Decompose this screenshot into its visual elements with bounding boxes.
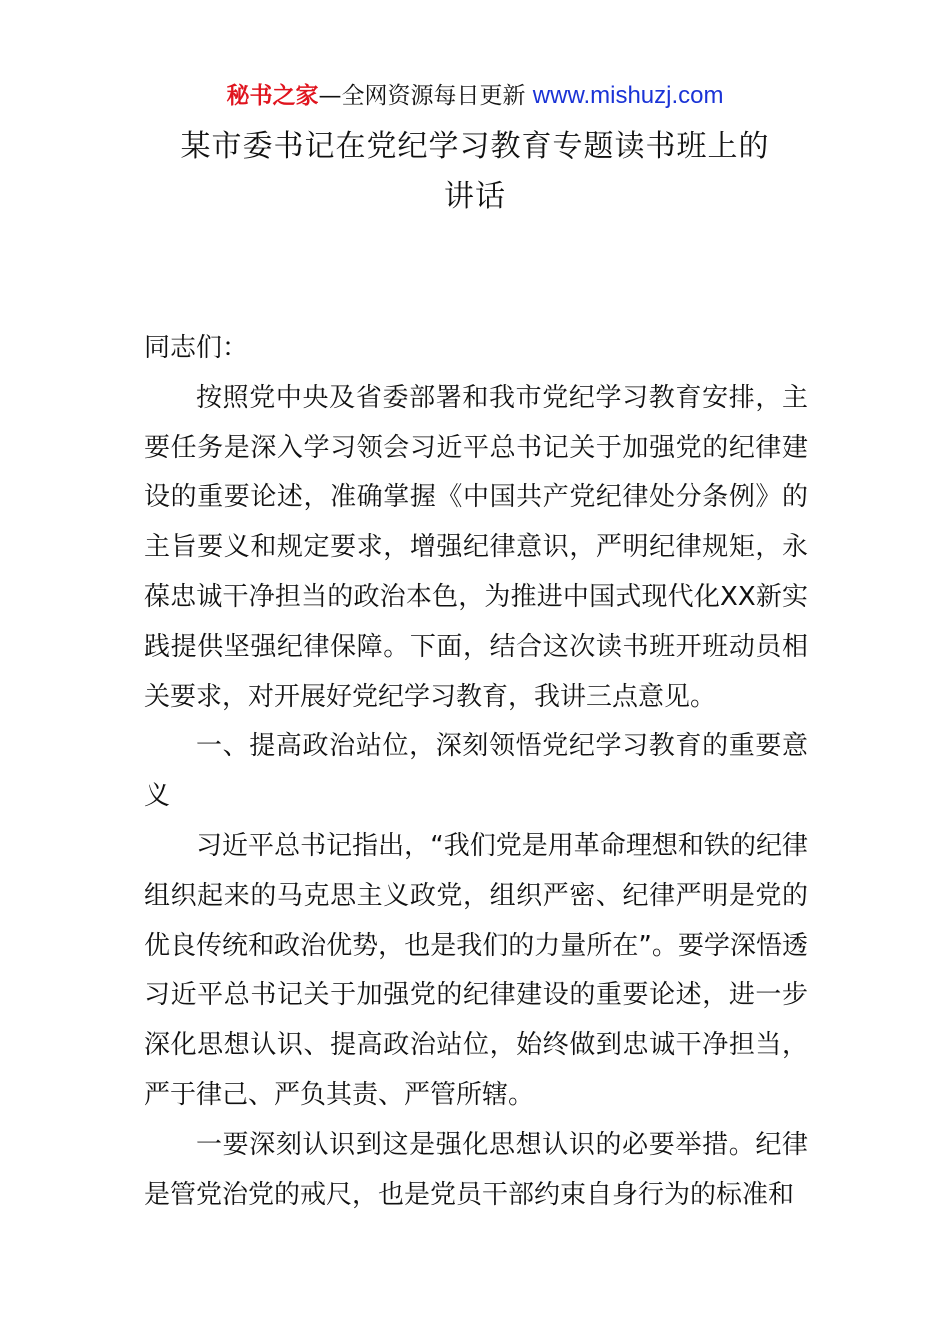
banner-tagline: —全网资源每日更新 [318, 83, 533, 109]
paragraph-quote: 习近平总书记指出，“我们党是用革命理想和铁的纪律组织起来的马克思主义政党，组织严密、纪律严明是党的优良传统和政治优势，也是我们的力量所在”。要学深悟透习近平总书记关于加强党的纪律建设的重要论述，进一步深化思想认识、提高政治站位，始终做到忠诚干净担当，严于律己、严负其责、严管所辖。 [144, 830, 808, 1110]
site-banner [0, 80, 950, 112]
banner-url-link[interactable]: www.mishuzj.com [532, 82, 724, 109]
banner-brand: 秘书之家 [226, 83, 319, 109]
document-title [100, 122, 850, 222]
paragraph-point-1: 一要深刻认识到这是强化思想认识的必要举措。纪律是管党治党的戒尺，也是党员干部约束自身行为的标准和 [144, 1129, 808, 1210]
salutation: 同志们： [144, 333, 249, 363]
document-body [144, 324, 808, 1220]
paragraph-intro: 按照党中央及省委部署和我市党纪学习教育安排，主要任务是深入学习领会习近平总书记关于加强党的纪律建设的重要论述，准确掌握《中国共产党纪律处分条例》的主旨要义和规定要求，增强纪律意识，严明纪律规矩，永葆忠诚干净担当的政治本色，为推进中国式现代化XX新实践提供坚强纪律保障。下面，结合这次读书班开班动员相关要求，对开展好党纪学习教育，我讲三点意见。 [144, 382, 808, 712]
document-title-line-1: 某市委书记在党纪学习教育专题读书班上的 [180, 129, 770, 164]
document-title-line-2: 讲话 [444, 179, 506, 214]
section-heading-1: 一、提高政治站位，深刻领悟党纪学习教育的重要意义 [144, 731, 808, 812]
